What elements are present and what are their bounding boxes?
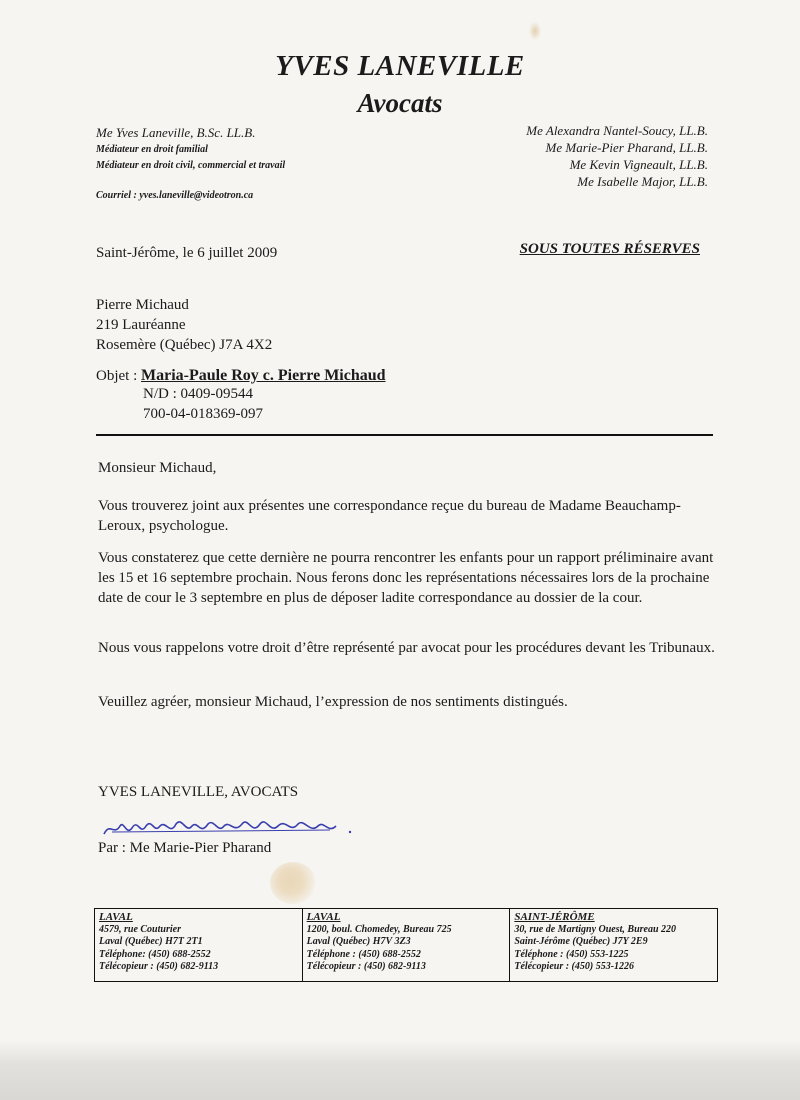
associate-name: Me Isabelle Major, LL.B. [577, 174, 708, 189]
recipient-line: 219 Lauréanne [96, 317, 186, 333]
reserve-notice: SOUS TOUTES RÉSERVES [519, 241, 700, 257]
paragraph: Nous vous rappelons votre droit d’être représenté par avocat pour les procédures devant les Tribunaux. [98, 640, 715, 656]
paper-stain [529, 22, 541, 40]
signatory: Par : Me Marie-Pier Pharand [98, 840, 272, 856]
principal-title-2: Médiateur en droit civil, commercial et travail [96, 160, 286, 171]
principal-name: Me Yves Laneville, B.Sc. LL.B. [96, 125, 256, 140]
paragraph: Veuillez agréer, monsieur Michaud, l’expression de nos sentiments distingués. [98, 694, 568, 710]
office-city: SAINT-JÉRÔME [514, 911, 595, 923]
subject-label: Objet : [96, 368, 138, 384]
office-address: 4579, rue Couturier [99, 923, 181, 935]
office-city: LAVAL [99, 911, 133, 923]
office-block [510, 909, 717, 981]
office-postal: Laval (Québec) H7V 3Z3 [306, 936, 411, 947]
office-footer [94, 908, 718, 982]
office-block [303, 909, 511, 981]
divider [96, 434, 713, 436]
scan-edge [0, 1040, 800, 1100]
letter-date: Saint-Jérôme, le 6 juillet 2009 [96, 245, 278, 261]
signature-firm: YVES LANEVILLE, AVOCATS [98, 784, 299, 800]
office-address: 30, rue de Martigny Ouest, Bureau 220 [514, 923, 677, 935]
associate-name: Me Alexandra Nantel-Soucy, LL.B. [526, 123, 708, 138]
associate-name: Me Kevin Vigneault, LL.B. [569, 157, 708, 172]
associate-name: Me Marie-Pier Pharand, LL.B. [545, 140, 708, 155]
office-postal: Saint-Jérôme (Québec) J7Y 2E9 [514, 936, 648, 947]
office-phone: Téléphone : (450) 553-1225 [514, 948, 629, 960]
recipient-line: Rosemère (Québec) J7A 4X2 [96, 337, 273, 353]
paper-stain [270, 862, 316, 904]
office-fax: Télécopieur : (450) 682-9113 [306, 961, 426, 972]
reference-numbers [143, 384, 263, 424]
recipient-line: Pierre Michaud [96, 297, 189, 313]
subject-case: Maria-Paule Roy c. Pierre Michaud [141, 367, 386, 384]
office-phone: Téléphone: (450) 688-2552 [99, 948, 211, 960]
principal-title-1: Médiateur en droit familial [96, 144, 208, 155]
office-postal: Laval (Québec) H7T 2T1 [99, 936, 203, 947]
salutation: Monsieur Michaud, [98, 460, 217, 476]
office-phone: Téléphone : (450) 688-2552 [306, 948, 421, 960]
subject-line [96, 366, 386, 386]
letterhead-associates [526, 122, 708, 190]
office-block [95, 909, 303, 981]
reference-file: N/D : 0409-09544 [143, 386, 253, 402]
office-city: LAVAL [306, 911, 341, 923]
office-fax: Télécopieur : (450) 553-1226 [514, 961, 635, 972]
office-address: 1200, boul. Chomedey, Bureau 725 [306, 923, 452, 935]
office-fax: Télécopieur : (450) 682-9113 [99, 961, 219, 972]
firm-type: Avocats [357, 88, 443, 118]
letterhead-left [96, 125, 285, 204]
principal-email: Courriel : yves.laneville@videotron.ca [96, 190, 254, 201]
firm-name: YVES LANEVILLE [275, 50, 525, 82]
paragraph: Vous constaterez que cette dernière ne pourra rencontrer les enfants pour un rapport préliminaire avant les 15 et 16 septembre prochain. Nous ferons donc les représentations nécessaires lors de la prochaine date de cour le 3 septembre en plus de déposer ladite correspondance au dossier de la cour. [98, 550, 714, 606]
recipient-address [96, 295, 272, 355]
reference-court: 700-04-018369-097 [143, 406, 263, 422]
paragraph: Vous trouverez joint aux présentes une correspondance reçue du bureau de Madame Beauchamp-Leroux, psychologue. [98, 498, 681, 534]
